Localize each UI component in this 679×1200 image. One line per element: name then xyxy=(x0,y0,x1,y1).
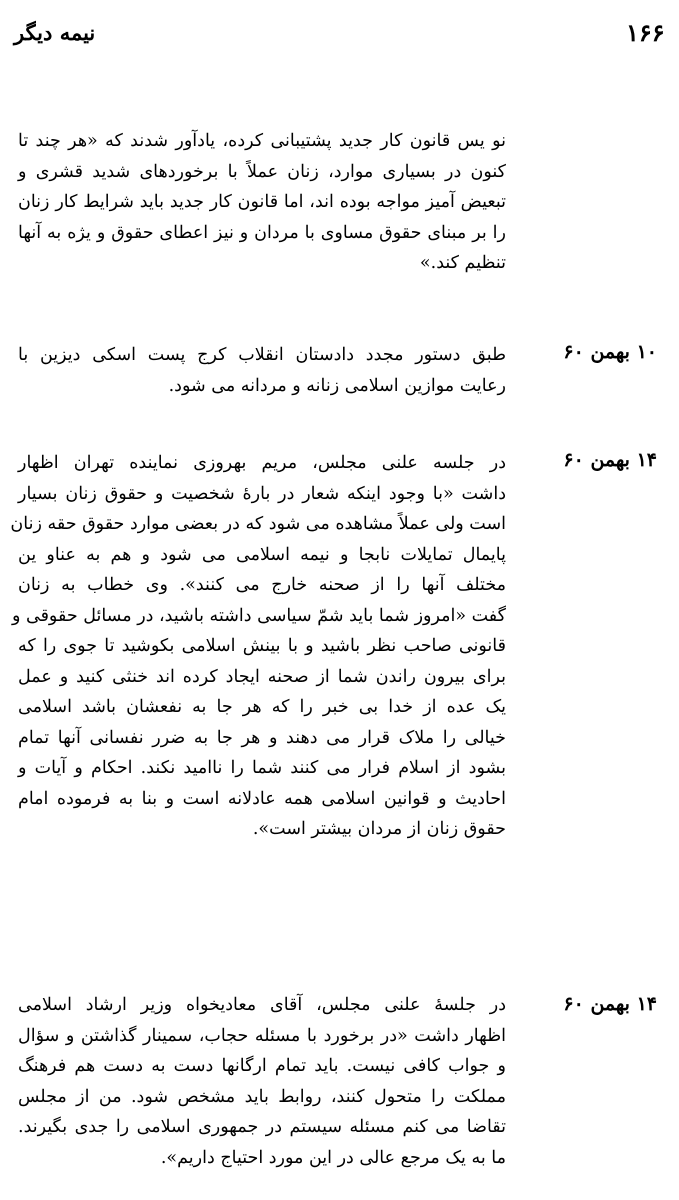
text-line: در جلسه علنی مجلس، مریم بهروزی نماینده تهران اظهار xyxy=(18,453,506,473)
text-line: احادیث و قوانین اسلامی همه عادلانه است و بنا به فرموده امام xyxy=(18,788,506,809)
text-line: قانونی صاحب نظر باشید و با بینش اسلامی بکوشید تا جوی را که xyxy=(18,636,506,656)
text-line: نو یس قانون کار جدید پشتیبانی کرده، یادآور شدند که «هر چند تا xyxy=(18,131,506,151)
text-line: مملکت را متحول کنند، روابط باید مشخص شود. من از مجلس xyxy=(18,1086,506,1107)
entry-text xyxy=(18,340,506,401)
text-line: پایمال تمایلات نابجا و نیمه اسلامی می شود و هم به عناو ین xyxy=(18,544,506,565)
entry-date: ۱۴ بهمن ۶۰ xyxy=(563,449,657,471)
text-line: رعایت موازین اسلامی زنانه و مردانه می شود. xyxy=(168,375,506,396)
text-line: تقاضا می کنم مسئله سیستم در جمهوری اسلامی را جدی بگیرند. xyxy=(18,1117,506,1137)
text-line: ما به یک مرجع عالی در این مورد احتیاج داریم». xyxy=(160,1147,506,1168)
entry-text xyxy=(10,448,506,845)
entry-text-continuation xyxy=(18,126,506,279)
text-line: بشود از اسلام فرار می کنند شما را ناامید نکند. احکام و آیات و xyxy=(18,758,506,778)
page-header xyxy=(14,18,665,58)
text-line: است ولی عملاً مشاهده می شود که در بعضی موارد حقوق حقه زنان xyxy=(10,514,506,534)
text-line: یک عده از خدا بی خبر را که هر جا به نفعشان باشد اسلامی xyxy=(18,697,506,717)
text-line: خیالی را ملاک قرار می دهند و هر جا به ضرر نفسانی آنها تمام xyxy=(18,727,506,748)
book-title: نیمه دیگر xyxy=(14,20,96,45)
text-line: مختلف آنها را از صحنه خارج می کنند». وی خطاب به زنان xyxy=(18,575,506,595)
text-line: تنظیم کند.» xyxy=(419,253,506,273)
text-line: حقوق زنان از مردان بیشتر است». xyxy=(252,819,506,839)
text-line: و جواب کافی نیست. باید تمام ارگانها دست به دست هم فرهنگ xyxy=(18,1056,506,1076)
text-line: داشت «با وجود اینکه شعار در بارهٔ شخصیت و حقوق زنان بسیار xyxy=(18,483,506,504)
text-line: طبق دستور مجدد دادستان انقلاب کرج پست اسکی دیزین با xyxy=(18,345,506,365)
text-line: تبعیض آمیز مواجه بوده اند، اما قانون کار جدید باید شرایط کار زنان xyxy=(18,192,506,212)
page-number: ۱۶۶ xyxy=(626,18,665,47)
text-line: برای بیرون راندن شما از صحنه ایجاد کرده اند خنثی کنید و عمل xyxy=(18,666,506,687)
text-line: اظهار داشت «در برخورد با مسئله حجاب، سمینار گذاشتن و سؤال xyxy=(18,1025,506,1046)
text-line: گفت «امروز شما باید شمّ سیاسی داشته باشید، در مسائل حقوقی و xyxy=(11,605,506,626)
entry-date: ۱۴ بهمن ۶۰ xyxy=(563,993,657,1015)
entry-text xyxy=(18,990,506,1173)
text-line: کنون در بسیاری موارد، زنان عملاً با برخوردهای شدید قشری و xyxy=(18,161,506,182)
text-line: را بر مبنای حقوق مساوی با مردان و نیز اعطای حقوق و یژه به آنها xyxy=(18,222,506,243)
text-line: در جلسهٔ علنی مجلس، آقای معادیخواه وزیر ارشاد اسلامی xyxy=(18,995,506,1015)
entry-date: ۱۰ بهمن ۶۰ xyxy=(563,341,657,363)
